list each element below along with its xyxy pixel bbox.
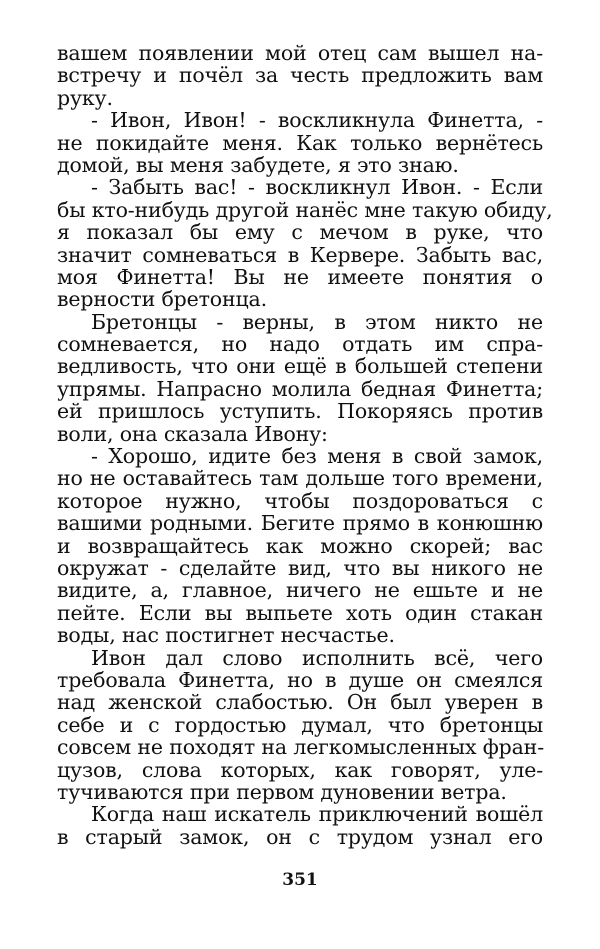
text-line: в старый замок, он с трудом узнал его: [57, 824, 543, 849]
text-line: упрямы. Напрасно молила бедная Финетта;: [57, 376, 543, 401]
text-line: моя Финетта! Вы не имеете понятия о: [57, 264, 543, 289]
text-line: тучиваются при первом дуновении ветра.: [57, 779, 507, 804]
text-line: ведливость, что они ещё в большей степени: [57, 354, 543, 379]
text-line: окружат - сделайте вид, что вы никого не: [57, 555, 543, 580]
text-line: себе и с гордостью думал, что бретонцы: [57, 712, 543, 737]
text-line: ей пришлось уступить. Покоряясь против: [57, 399, 543, 424]
text-line: вашем появлении мой отец сам вышел на-: [57, 41, 543, 65]
text-line: совсем не походят на легкомысленных фран-: [57, 735, 544, 760]
text-line: сомневается, но надо отдать им спра-: [57, 332, 543, 357]
text-line: значит сомневаться в Кервере. Забыть вас,: [57, 242, 543, 267]
text-line: - Ивон, Ивон! - воскликнула Финетта, -: [91, 108, 543, 133]
text-line: - Хорошо, идите без меня в свой замок,: [91, 444, 543, 469]
text-line: домой, вы меня забудете, я это знаю.: [57, 152, 459, 177]
text-line: руку.: [57, 85, 113, 110]
text-line: бы кто-нибудь другой нанёс мне такую обиду,: [57, 197, 553, 222]
text-line: воды, нас постигнет несчастье.: [57, 623, 395, 648]
text-line: Бретонцы - верны, в этом никто не: [91, 309, 543, 334]
text-line: я показал бы ему с мечом в руке, что: [57, 220, 543, 245]
text-line: не покидайте меня. Как только вернётесь: [57, 130, 543, 155]
page-number: 351: [282, 870, 318, 890]
text-line: над женской слабостью. Он был уверен в: [57, 690, 543, 715]
text-line: Когда наш искатель приключений вошёл: [91, 802, 543, 827]
text-line: и возвращайтесь как можно скорей; вас: [57, 533, 543, 558]
text-line: но не оставайтесь там дольше того времени,: [57, 466, 543, 491]
body-text: [57, 41, 553, 849]
text-line: вашими родными. Бегите прямо в конюшню: [57, 511, 543, 536]
text-line: Ивон дал слово исполнить всё, чего: [91, 645, 543, 670]
text-line: видите, а, главное, ничего не ешьте и не: [57, 578, 543, 603]
text-line: - Забыть вас! - воскликнул Ивон. - Если: [91, 175, 543, 200]
text-line: которое нужно, чтобы поздороваться с: [57, 488, 543, 513]
text-line: верности бретонца.: [57, 287, 267, 312]
text-line: встречу и почёл за честь предложить вам: [57, 63, 543, 88]
text-line: воли, она сказала Ивону:: [57, 421, 328, 446]
text-line: требовала Финетта, но в душе он смеялся: [57, 667, 543, 692]
text-line: пейте. Если вы выпьете хоть один стакан: [57, 600, 543, 625]
text-line: цузов, слова которых, как говорят, уле-: [57, 757, 543, 782]
